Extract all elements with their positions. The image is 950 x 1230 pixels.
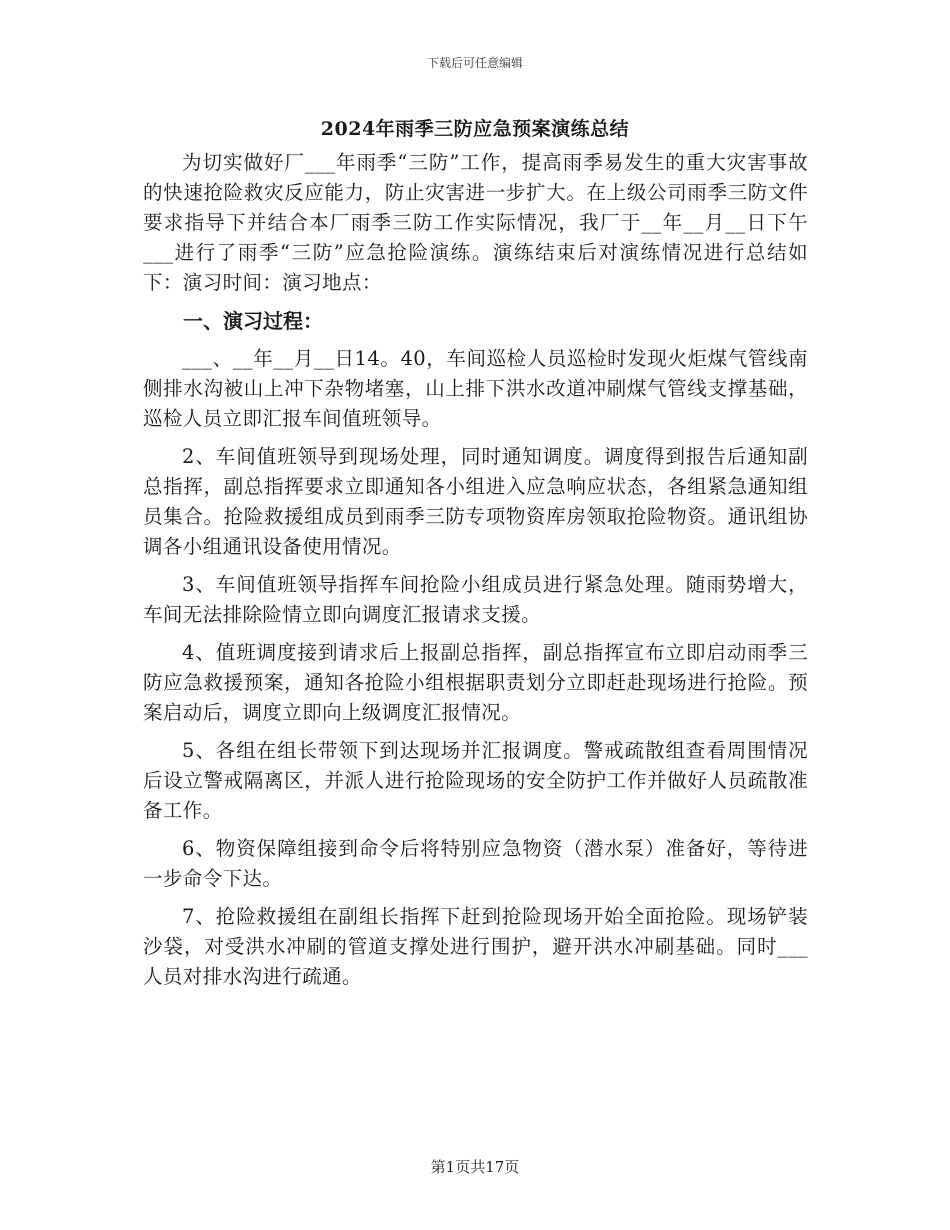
page-footer: 第1页共17页: [430, 1158, 520, 1176]
step-paragraph-1: ___、__年__月__日14。40，车间巡检人员巡检时发现火炬煤气管线南侧排水沟被山上冲下杂物堵塞，山上排下洪水改道冲刷煤气管线支撑基础，巡检人员立即汇报车间值班领导。: [143, 347, 808, 430]
document-body: [143, 148, 808, 1000]
section-heading-process: 一、演习过程：: [183, 309, 323, 333]
step-paragraph-5: 5、各组在组长带领下到达现场并汇报调度。警戒疏散组查看周围情况后设立警戒隔离区，并派人进行抢险现场的安全防护工作并做好人员疏散准备工作。: [143, 739, 808, 822]
document-title: 2024年雨季三防应急预案演练总结: [320, 118, 630, 140]
step-paragraph-4: 4、值班调度接到请求后上报副总指挥，副总指挥宣布立即启动雨季三防应急救援预案，通知各抢险小组根据职责划分立即赶赴现场进行抢险。预案启动后，调度立即向上级调度汇报情况。: [143, 641, 808, 724]
intro-paragraph: 为切实做好厂___年雨季“三防”工作，提高雨季易发生的重大灾害事故的快速抢险救灾反应能力，防止灾害进一步扩大。在上级公司雨季三防文件要求指导下并结合本厂雨季三防工作实际情况，我厂于__年__月__日下午___进行了雨季“三防”应急抢险演练。演练结束后对演练情况进行总结如下：演习时间：演习地点：: [143, 151, 808, 294]
step-paragraph-6: 6、物资保障组接到命令后将特别应急物资（潜水泵）准备好，等待进一步命令下达。: [143, 837, 808, 890]
step-paragraph-7: 7、抢险救援组在副组长指挥下赶到抢险现场开始全面抢险。现场铲装沙袋，对受洪水冲刷的管道支撑处进行围护，避开洪水冲刷基础。同时___人员对排水沟进行疏通。: [143, 905, 808, 988]
step-paragraph-3: 3、车间值班领导指挥车间抢险小组成员进行紧急处理。随雨势增大，车间无法排除险情立即向调度汇报请求支援。: [143, 573, 808, 626]
step-paragraph-2: 2、车间值班领导到现场处理，同时通知调度。调度得到报告后通知副总指挥，副总指挥要求立即通知各小组进入应急响应状态，各组紧急通知组员集合。抢险救援组成员到雨季三防专项物资库房领取抢险物资。通讯组协调各小组通讯设备使用情况。: [143, 445, 808, 558]
header-note: 下载后可任意编辑: [426, 56, 523, 70]
